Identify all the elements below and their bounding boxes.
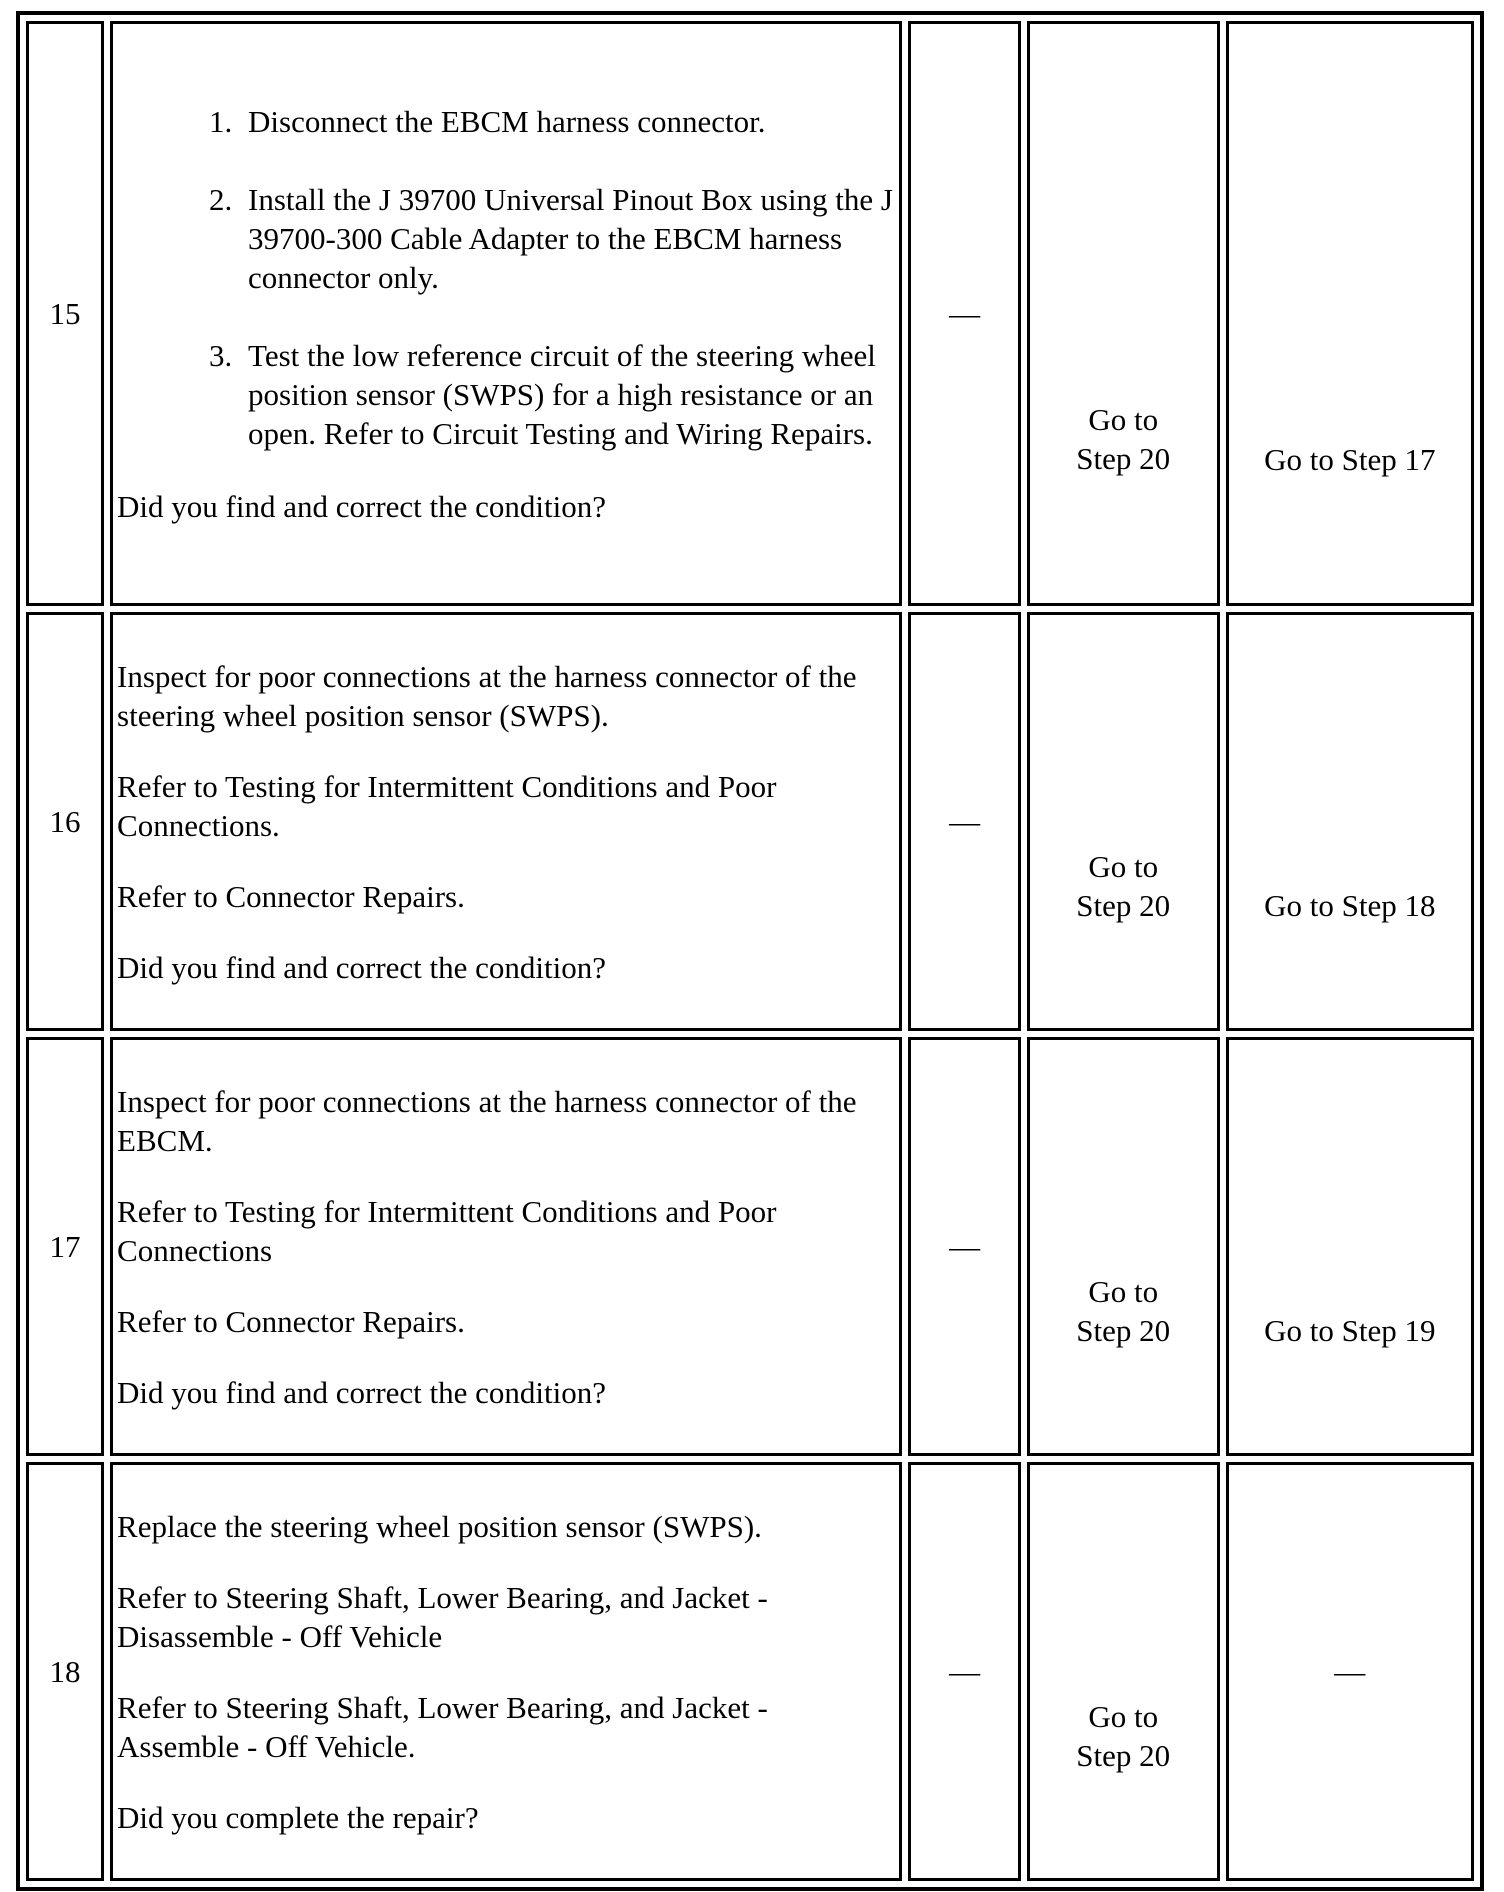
no-cell xyxy=(1226,1462,1474,1881)
action-paragraph: Replace the steering wheel position sensor (SWPS). xyxy=(117,1508,762,1544)
substep-list xyxy=(117,102,895,453)
action-cell xyxy=(110,612,902,1031)
diagnostic-table xyxy=(16,11,1484,1891)
action-paragraph: Refer to Testing for Intermittent Conditions and Poor Connections xyxy=(117,1193,777,1268)
no-link[interactable]: Go to Step 18 xyxy=(1264,888,1436,923)
no-cell xyxy=(1226,21,1474,606)
action-cell xyxy=(110,1462,902,1881)
yes-cell xyxy=(1027,1037,1220,1456)
step-number: 17 xyxy=(49,1229,81,1264)
substep-item: 2. Install the J 39700 Universal Pinout Box using the J 39700-300 Cable Adapter to the EBCM harness connector only. xyxy=(240,180,895,297)
no-cell xyxy=(1226,1037,1474,1456)
value-cell xyxy=(908,1037,1020,1456)
yes-link[interactable]: Go to Step 20 xyxy=(1076,1273,1171,1348)
action-paragraph: Refer to Connector Repairs. xyxy=(117,1303,465,1339)
action-question: Did you find and correct the condition? xyxy=(117,1374,607,1410)
action-cell xyxy=(110,21,902,606)
table-row xyxy=(26,1037,1474,1456)
no-link[interactable]: Go to Step 19 xyxy=(1264,1313,1436,1348)
no-link[interactable]: Go to Step 17 xyxy=(1264,442,1436,477)
table-row xyxy=(26,612,1474,1031)
action-paragraph: Refer to Connector Repairs. xyxy=(117,878,465,914)
substep-item: 3. Test the low reference circuit of the steering wheel position sensor (SWPS) for a high resistance or an open. Refer to Circuit Testing and Wiring Repairs. xyxy=(240,336,895,453)
action-paragraph: Inspect for poor connections at the harness connector of the EBCM. xyxy=(117,1083,857,1158)
step-number-cell xyxy=(26,1462,104,1881)
yes-cell xyxy=(1027,612,1220,1031)
action-paragraph: Inspect for poor connections at the harness connector of the steering wheel position sensor (SWPS). xyxy=(117,658,857,733)
action-question: Did you find and correct the condition? xyxy=(117,949,607,985)
value-cell xyxy=(908,1462,1020,1881)
no-text: — xyxy=(1334,1654,1366,1689)
step-number-cell xyxy=(26,21,104,606)
action-question: Did you find and correct the condition? xyxy=(117,488,607,524)
action-paragraph: Refer to Steering Shaft, Lower Bearing, and Jacket - Disassemble - Off Vehicle xyxy=(117,1579,768,1654)
step-number-cell xyxy=(26,612,104,1031)
value-text: — xyxy=(949,1229,981,1264)
value-cell xyxy=(908,612,1020,1031)
step-number: 15 xyxy=(49,296,81,331)
value-text: — xyxy=(949,804,981,839)
substep-item: 1. Disconnect the EBCM harness connector. xyxy=(240,102,895,141)
yes-link[interactable]: Go to Step 20 xyxy=(1076,848,1171,923)
value-text: — xyxy=(949,1654,981,1689)
value-text: — xyxy=(949,296,981,331)
action-question: Did you complete the repair? xyxy=(117,1799,479,1835)
action-cell xyxy=(110,1037,902,1456)
yes-link[interactable]: Go to Step 20 xyxy=(1076,1698,1171,1773)
step-number-cell xyxy=(26,1037,104,1456)
yes-cell xyxy=(1027,1462,1220,1881)
table-row xyxy=(26,1462,1474,1881)
no-cell xyxy=(1226,612,1474,1031)
yes-cell xyxy=(1027,21,1220,606)
step-number: 18 xyxy=(49,1654,81,1689)
step-number: 16 xyxy=(49,804,81,839)
value-cell xyxy=(908,21,1020,606)
yes-link[interactable]: Go to Step 20 xyxy=(1076,401,1171,476)
table-row xyxy=(26,21,1474,606)
action-paragraph: Refer to Steering Shaft, Lower Bearing, and Jacket - Assemble - Off Vehicle. xyxy=(117,1689,768,1764)
action-paragraph: Refer to Testing for Intermittent Conditions and Poor Connections. xyxy=(117,768,777,843)
